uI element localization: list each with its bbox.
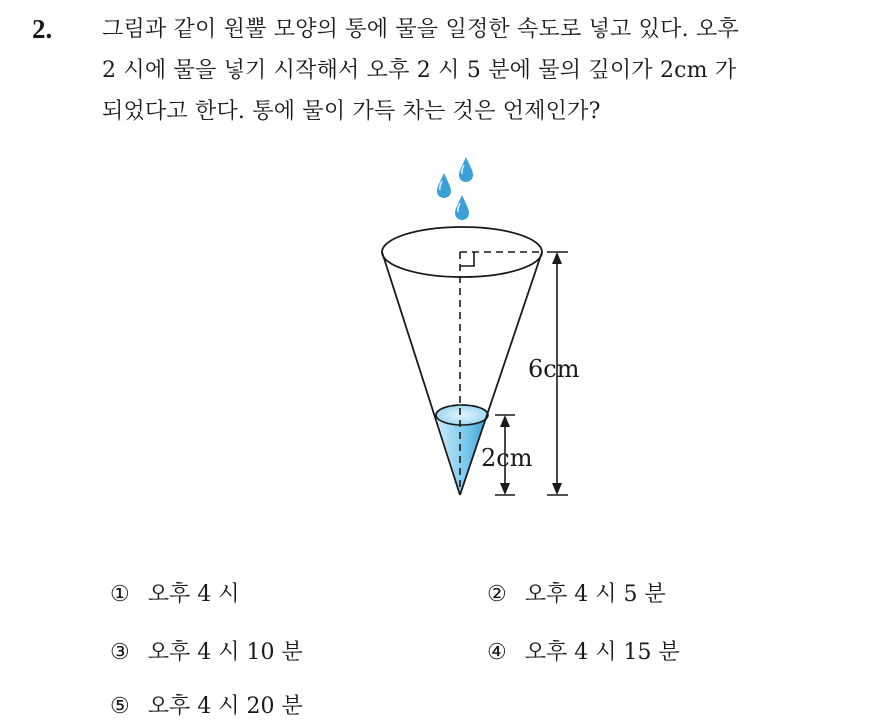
choice-text: 오후 4 시	[147, 582, 240, 607]
choice-marker: ④	[487, 640, 507, 665]
choice-text: 오후 4 시 5 분	[524, 582, 666, 607]
choice-3[interactable]	[110, 639, 303, 667]
choice-marker: ③	[110, 640, 130, 665]
choice-marker: ⑤	[110, 694, 130, 719]
height-label: 6cm	[528, 355, 580, 383]
cone-figure	[340, 145, 620, 510]
choice-marker: ①	[110, 582, 130, 607]
choice-2[interactable]	[487, 581, 666, 609]
choice-text: 오후 4 시 20 분	[147, 694, 303, 719]
right-angle-mark	[460, 252, 474, 266]
question-number: 2.	[32, 14, 53, 44]
choice-1[interactable]	[110, 581, 239, 609]
choice-marker: ②	[487, 582, 507, 607]
water-drop-icons	[437, 157, 473, 220]
question-text-line-2: 2 시에 물을 넣기 시작해서 오후 2 시 5 분에 물의 깊이가 2cm 가	[102, 58, 737, 83]
water-drop-icon	[455, 195, 469, 220]
water-depth-label: 2cm	[481, 444, 533, 472]
choice-text: 오후 4 시 15 분	[524, 640, 680, 665]
water-drop-icon	[459, 157, 473, 182]
choice-4[interactable]	[487, 639, 680, 667]
question-text-line-3: 되었다고 한다. 통에 물이 가득 차는 것은 언제인가?	[102, 99, 601, 124]
water-drop-icon	[437, 173, 451, 198]
question-text-line-1: 그림과 같이 원뿔 모양의 통에 물을 일정한 속도로 넣고 있다. 오후	[102, 17, 739, 42]
cone-diagram	[340, 145, 620, 510]
choice-5[interactable]	[110, 693, 303, 721]
choice-text: 오후 4 시 10 분	[147, 640, 303, 665]
